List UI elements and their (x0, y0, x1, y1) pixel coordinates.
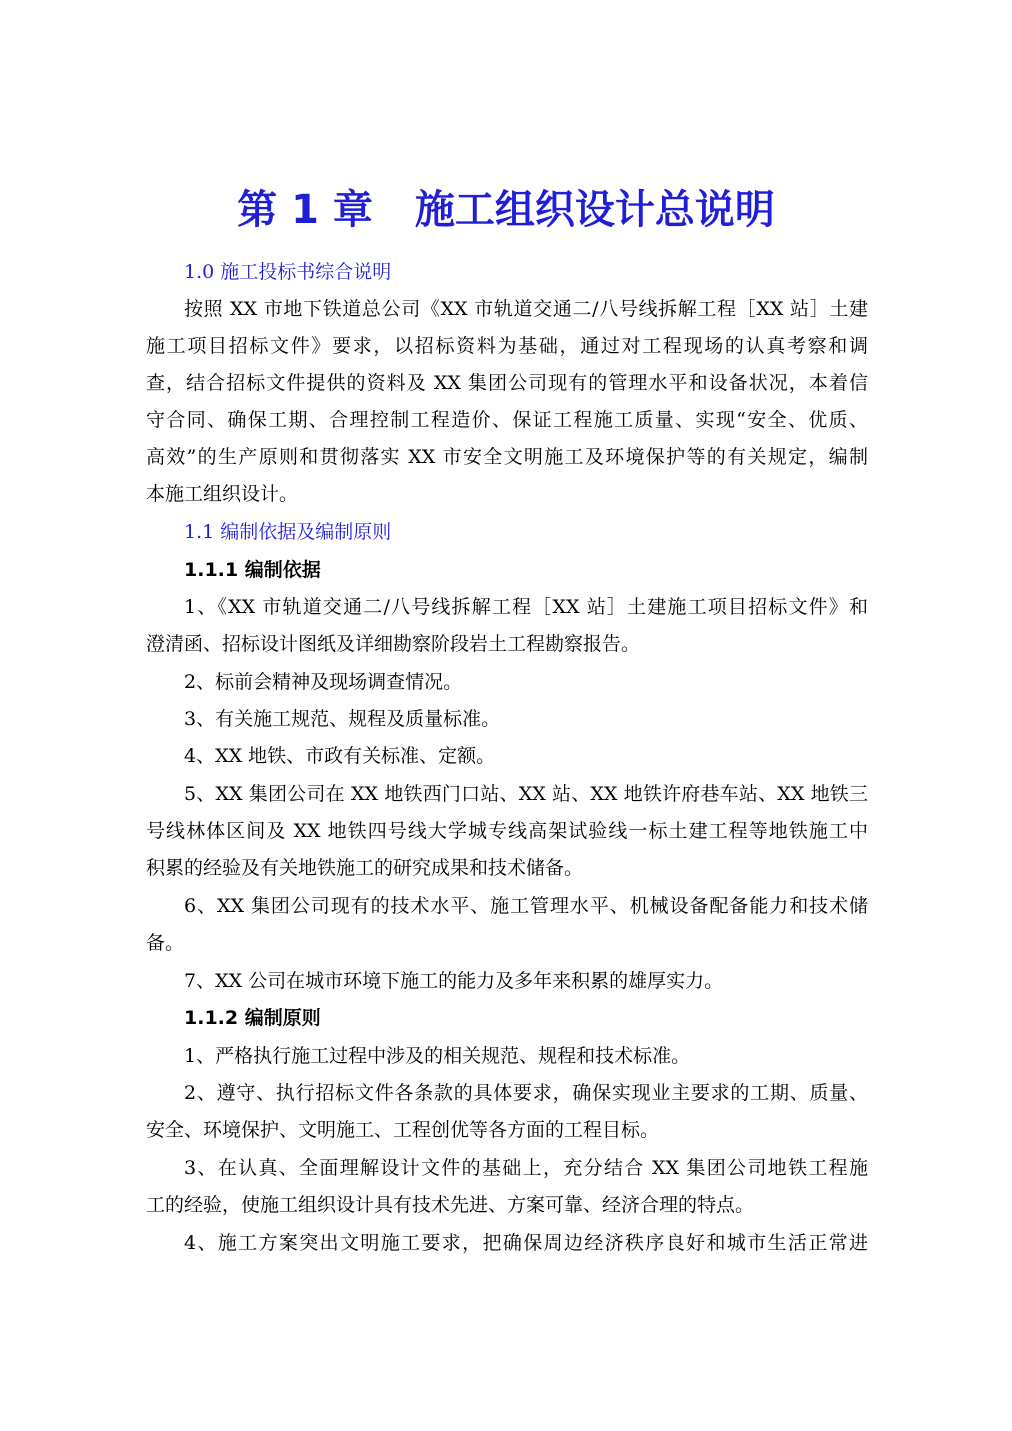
chapter-title (0, 180, 1012, 240)
chapter-number: 第 1 章 (237, 187, 373, 233)
list-item-line: 3、有关施工规范、规程及质量标准。 (184, 708, 501, 730)
paragraph-line: 守合同、确保工期、合理控制工程造价、保证工程施工质量、实现“安全、优质、 (146, 409, 868, 431)
section-heading-1-1-1: 1.1.1 编制依据 (184, 559, 321, 581)
section-heading-1-0: 1.0 施工投标书综合说明 (184, 261, 392, 283)
section-heading-1-1: 1.1 编制依据及编制原则 (184, 521, 392, 543)
list-item-line: 4、施工方案突出文明施工要求，把确保周边经济秩序良好和城市生活正常进 (184, 1232, 868, 1254)
list-item-line: 安全、环境保护、文明施工、工程创优等各方面的工程目标。 (146, 1119, 660, 1141)
list-item-line: 2、标前会精神及现场调查情况。 (184, 671, 463, 693)
list-item-line: 1、严格执行施工过程中涉及的相关规范、规程和技术标准。 (184, 1045, 691, 1067)
list-item-line: 4、XX 地铁、市政有关标准、定额。 (184, 745, 496, 767)
paragraph-line: 本施工组织设计。 (146, 483, 299, 505)
list-item-line: 6、XX 集团公司现有的技术水平、施工管理水平、机械设备配备能力和技术储 (184, 895, 868, 917)
paragraph-line: 查，结合招标文件提供的资料及 XX 集团公司现有的管理水平和设备状况，本着信 (146, 372, 868, 394)
chapter-title-text: 施工组织设计总说明 (414, 187, 775, 233)
paragraph-line: 按照 XX 市地下铁道总公司《XX 市轨道交通二/八号线拆解工程［XX 站］土建 (184, 298, 868, 320)
list-item-line: 澄清函、招标设计图纸及详细勘察阶段岩土工程勘察报告。 (146, 633, 641, 655)
list-item-line: 1、《XX 市轨道交通二/八号线拆解工程［XX 站］土建施工项目招标文件》和 (184, 596, 868, 618)
section-heading-1-1-2: 1.1.2 编制原则 (184, 1007, 321, 1029)
list-item-line: 备。 (146, 932, 185, 954)
list-item-line: 工的经验，使施工组织设计具有技术先进、方案可靠、经济合理的特点。 (146, 1194, 755, 1216)
list-item-line: 7、XX 公司在城市环境下施工的能力及多年来积累的雄厚实力。 (184, 970, 724, 992)
list-item-line: 积累的经验及有关地铁施工的研究成果和技术储备。 (146, 857, 584, 879)
list-item-line: 2、遵守、执行招标文件各条款的具体要求，确保实现业主要求的工期、质量、 (184, 1082, 868, 1104)
paragraph-line: 施工项目招标文件》要求，以招标资料为基础，通过对工程现场的认真考察和调 (146, 335, 868, 357)
paragraph-line: 高效”的生产原则和贯彻落实 XX 市安全文明施工及环境保护等的有关规定，编制 (146, 446, 868, 468)
list-item-line: 5、XX 集团公司在 XX 地铁西门口站、XX 站、XX 地铁许府巷车站、XX 地铁三 (184, 783, 868, 805)
list-item-line: 3、在认真、全面理解设计文件的基础上，充分结合 XX 集团公司地铁工程施 (184, 1157, 868, 1179)
list-item-line: 号线林体区间及 XX 地铁四号线大学城专线高架试验线一标土建工程等地铁施工中 (146, 820, 868, 842)
